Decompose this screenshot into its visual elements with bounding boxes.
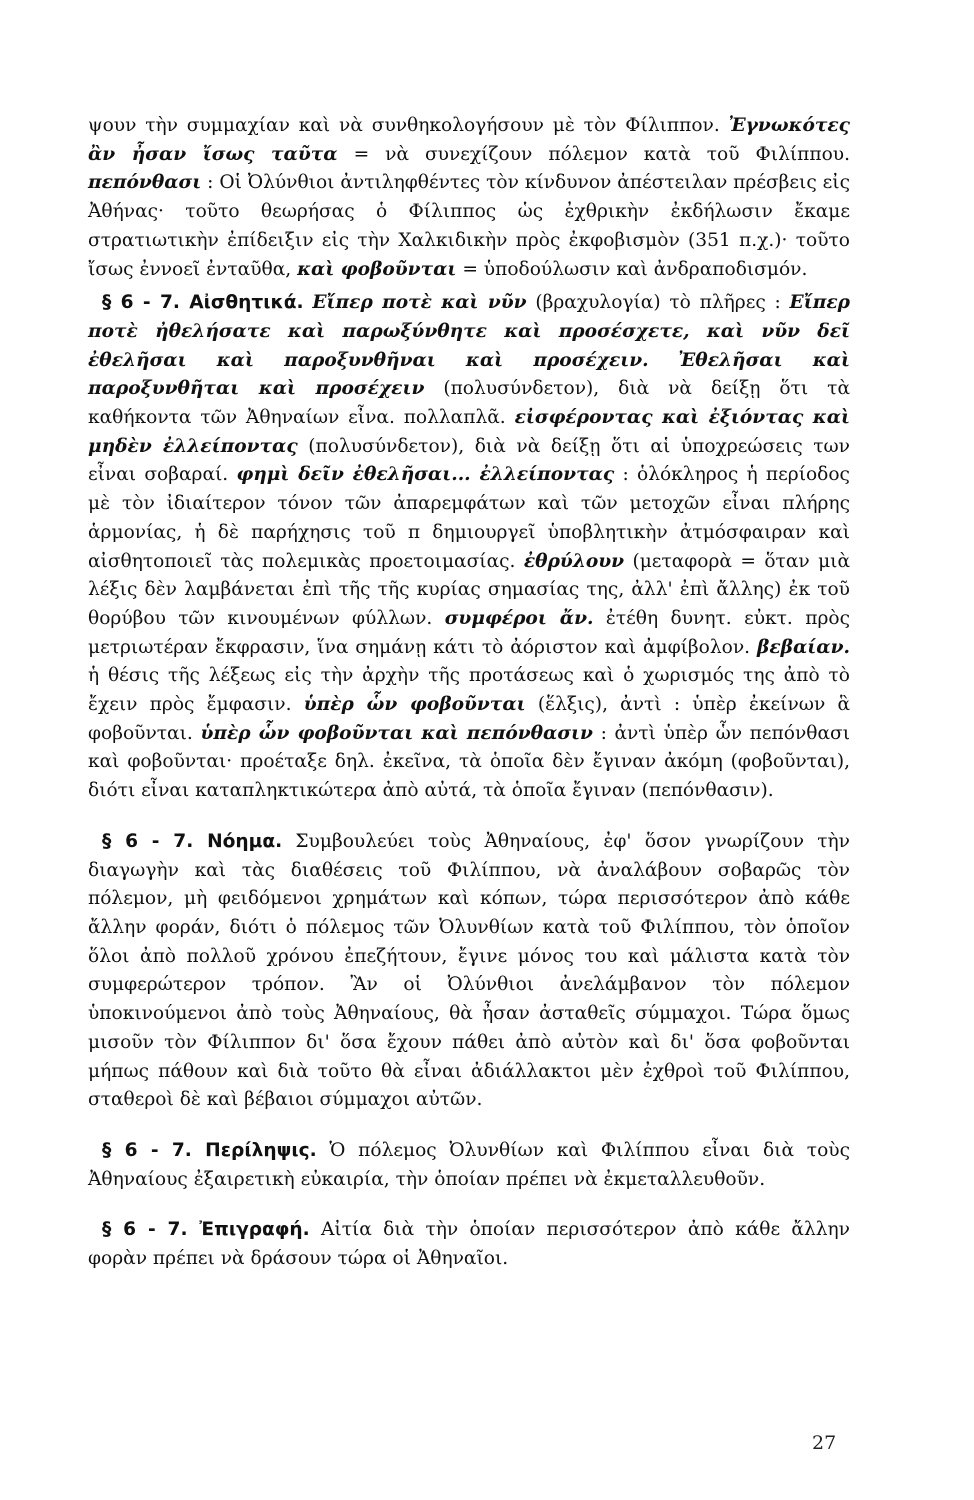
paragraph-summary xyxy=(88,1137,850,1194)
page-text xyxy=(88,112,850,1274)
quoted-phrase: φημὶ δεῖν ἐθελῆσαι... ἐλλείποντας xyxy=(236,464,615,486)
text-run: (βραχυλογία) τὸ πλῆρες : xyxy=(526,292,790,314)
section-heading: § 6 - 7. Ἐπιγραφή. xyxy=(102,1219,310,1241)
text-run: ἡ θέσις τῆς λέξεως εἰς τὴν ἀρχὴν τῆς προτάσεως καὶ ὁ χωρισμός της ἀπὸ τὸ ἔχειν πρὸς ἔμφασιν. xyxy=(88,665,850,716)
text-run: (ἕλξις), ἀντὶ : ὑπὲρ ἐκείνων ἃ φοβοῦνται. xyxy=(88,694,851,744)
quoted-phrase: βεβαίαν. xyxy=(757,636,850,658)
text-run: : ὁλόκληρος ἡ περίοδος μὲ τὸν ἰδιαίτερον τόνον τῶν ἀπαρεμφάτων καὶ τῶν μετοχῶν εἶναι πλήρης ἁρμονίας, ἡ δὲ παρήχησις τοῦ π δημιουργεῖ ὑποβλητικὴν ἀτμόσφαιραν καὶ αἰσθητοποιεῖ τὰς πολεμικὰς προετοιμασίας. xyxy=(88,464,850,572)
paragraph-aesthetics xyxy=(88,289,850,806)
text-run: ψουν τὴν συμμαχίαν καὶ νὰ συνθηκολογήσουν μὲ τὸν Φίλιππον. xyxy=(88,115,729,136)
text-run: : ἀντὶ ὑπὲρ ὧν πεπόνθασι καὶ φοβοῦνται· προέταξε δηλ. ἐκεῖνα, τὰ ὁποῖα δὲν ἔγιναν ἀκόμη (φοβοῦνται), διότι εἶναι καταπληκτικώτερα ἀπὸ αὐτά, τὰ ὁποῖα ἔγιναν (πεπόνθασιν). xyxy=(88,722,850,802)
text-run: Αἰτία διὰ τὴν ὁποίαν περισσότερον ἀπὸ κάθε ἄλλην φορὰν πρέπει νὰ δράσουν τώρα οἱ Ἀθηναῖοι. xyxy=(88,1219,850,1270)
quoted-phrase: καὶ φοβοῦνται xyxy=(297,258,457,280)
quoted-phrase: ὑπὲρ ὧν φοβοῦνται xyxy=(303,694,526,716)
text-run: Ὁ πόλεμος Ὀλυνθίων καὶ Φιλίππου εἶναι διὰ τοὺς Ἀθηναίους ἐξαιρετικὴ εὐκαιρία, τὴν ὁποίαν πρέπει νὰ ἐκμεταλλευθοῦν. xyxy=(88,1139,850,1190)
paragraph-meaning xyxy=(88,828,850,1115)
text-run: = νὰ συνεχίζουν πόλεμον κατὰ τοῦ Φιλίππου. xyxy=(337,143,850,165)
quoted-phrase: Ἐθελῆσαι καὶ παροξυνθῆται καὶ προσέχειν xyxy=(88,349,850,400)
quoted-phrase: συμφέροι ἄν. xyxy=(444,607,594,629)
quoted-phrase: Εἴπερ ποτὲ ἠθελήσατε καὶ παρωξύνθητε καὶ προσέσχετε, καὶ νῦν δεῖ ἐθελῆσαι καὶ παροξυνθῆναι καὶ προσέχειν. xyxy=(88,292,850,371)
text-run: = ὑποδούλωσιν καὶ ἀνδραποδισμόν. xyxy=(456,258,808,280)
text-run: (πολυσύνδετον), διὰ νὰ δείξῃ ὅτι τὰ καθήκοντα τῶν Ἀθηναίων εἶνα. πολλαπλᾶ. xyxy=(88,378,850,429)
section-heading: § 6 - 7. Αἰσθητικά. xyxy=(102,292,304,314)
text-run: (μεταφορὰ = ὅταν μιὰ λέξις δὲν λαμβάνεται ἐπὶ τῆς τῆς κυρίας σημασίας της, ἀλλ' ἐπὶ ἄλλης) ἐκ τοῦ θορύβου τῶν κινουμένων φύλλων. xyxy=(88,550,850,629)
quoted-phrase: πεπόνθασι xyxy=(88,172,202,194)
text-run: Συμβουλεύει τοὺς Ἀθηναίους, ἐφ' ὅσον γνωρίζουν τὴν διαγωγὴν καὶ τὰς διαθέσεις τοῦ Φιλίππου, νὰ ἀναλάβουν σοβαρῶς τὸν πόλεμον, μὴ φειδόμενοι χρημάτων καὶ κόπων, τώρα περισσότερον ἀπὸ κάθε ἄλλην φοράν, διότι ὁ πόλεμος τῶν Ὀλυνθίων κατὰ τοῦ Φιλίππου, τὸν ὁποῖον ὅλοι ἀπὸ πολλοῦ χρόνου ἐπεζήτουν, ἔγινε μόνος του καὶ μάλιστα κατὰ τὸν συμφερώτερον τρόπον. Ἂν οἱ Ὀλύνθιοι ἀνελάμβανον τὸν πόλεμον ὑποκινούμενοι ἀπὸ τοὺς Ἀθηναίους, θὰ ἦσαν ἀσταθεῖς σύμμαχοι. Τώρα ὅμως μισοῦν τὸν Φίλιππον δι' ὅσα ἔχουν πάθει ἀπὸ αὐτὸν καὶ δι' ὅσα φοβοῦνται μήπως πάθουν καὶ διὰ τοῦτο θὰ εἶναι ἀδιάλλακτοι μὲν ἐχθροὶ τοῦ Φιλίππου, σταθεροὶ δὲ καὶ βέβαιοι σύμμαχοι αὐτῶν. xyxy=(88,830,850,1111)
section-heading: § 6 - 7. Περίληψις. xyxy=(102,1139,317,1161)
section-heading: § 6 - 7. Νόημα. xyxy=(102,830,283,852)
text-run: ἐτέθη δυνητ. εὐκτ. πρὸς μετριωτέραν ἔκφρασιν, ἵνα σημάνῃ κάτι τὸ ἀόριστον καὶ ἀμφίβολον. xyxy=(88,607,850,658)
quoted-phrase: Εἴπερ ποτὲ καὶ νῦν xyxy=(312,292,527,314)
quoted-phrase: ἐθρύλουν xyxy=(523,550,625,572)
quoted-phrase: ὑπὲρ ὧν φοβοῦνται καὶ πεπόνθασιν xyxy=(200,722,593,744)
paragraph-intro xyxy=(88,112,850,284)
quoted-phrase: Ἐγνωκότες ἂν ἦσαν ἴσως ταῦτα xyxy=(88,115,850,165)
page-number: 27 xyxy=(812,1432,837,1454)
text-run: : Οἱ Ὀλύνθιοι ἀντιληφθέντες τὸν κίνδυνον ἀπέστειλαν πρέσβεις εἰς Ἀθήνας· τοῦτο θεωρήσας ὁ Φίλιππος ὡς ἐχθρικὴν ἐκδήλωσιν ἔκαμε στρατιωτικὴν ἐπίδειξιν εἰς τὴν Χαλκιδικὴν πρὸς ἐκφοβισμὸν (351 π.χ.)· τοῦτο ἴσως ἐννοεῖ ἐνταῦθα, xyxy=(88,172,850,280)
paragraph-title xyxy=(88,1216,850,1273)
quoted-phrase: εἰσφέροντας καὶ ἐξιόντας καὶ μηδὲν ἐλλείποντας xyxy=(88,407,851,457)
text-run: (πολυσύνδετον), διὰ νὰ δείξῃ ὅτι αἱ ὑποχρεώσεις των εἶναι σοβαραί. xyxy=(88,435,850,486)
text-run xyxy=(649,350,679,371)
